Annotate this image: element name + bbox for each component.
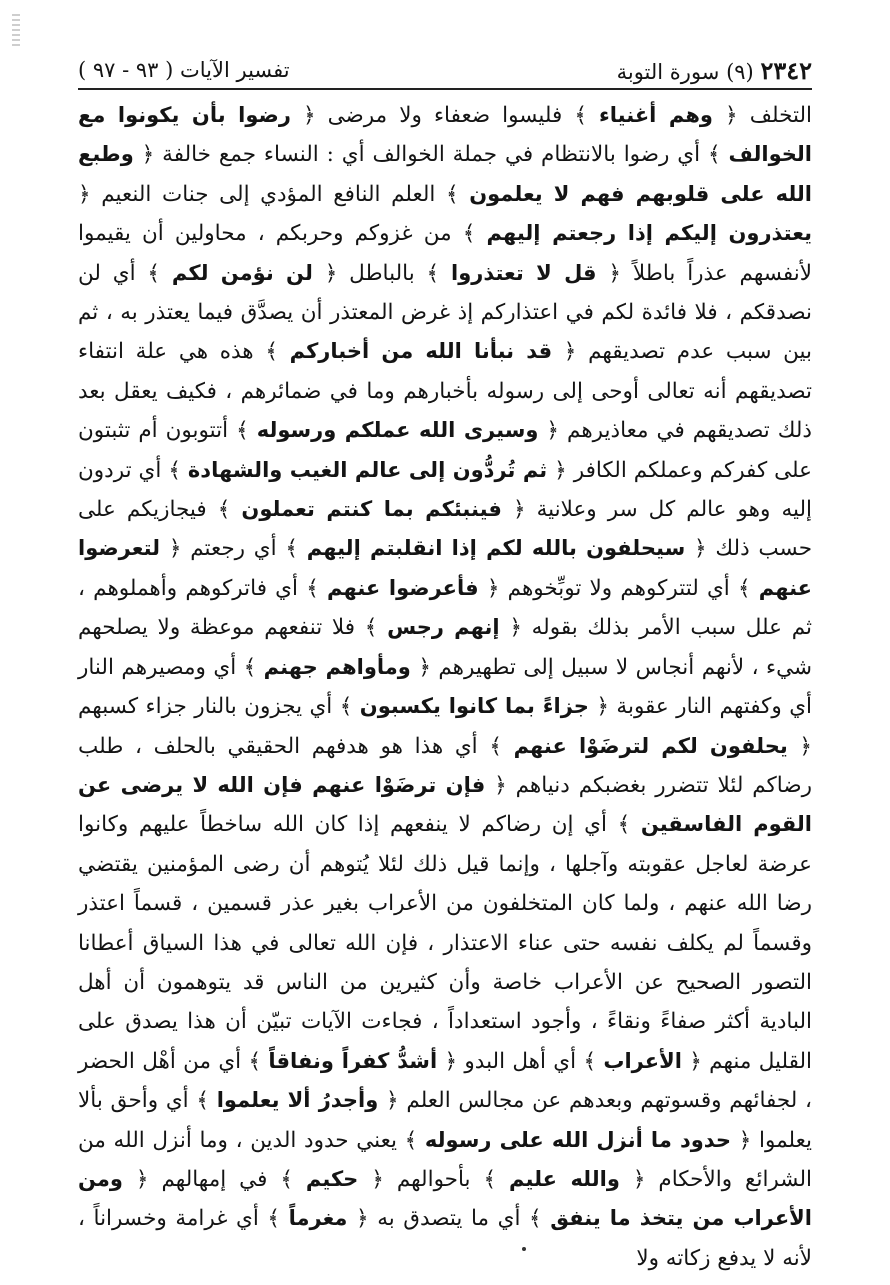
ayah-bracket-open: ﴿ xyxy=(546,418,560,444)
quran-verse: والله عليم xyxy=(509,1166,620,1191)
ayah-bracket-open: ﴿ xyxy=(596,694,609,720)
commentary-text: أي تردون إليه وهو عالم كل سر وعلانية xyxy=(78,457,812,523)
commentary-text: أي رضوا بالانتظام في جملة الخوالف أي : النساء جمع خالفة xyxy=(154,142,708,168)
commentary-text: أي يجزون بالنار جزاء كسبهم xyxy=(78,694,340,720)
quran-verse: رضوا بأن يكونوا مع الخوالف xyxy=(78,103,812,167)
ayah-bracket-close: ﴾ xyxy=(280,1166,293,1192)
ayah-bracket-close: ﴾ xyxy=(483,1166,497,1192)
ayah-bracket-open: ﴿ xyxy=(386,1088,399,1114)
body-paragraph xyxy=(78,96,812,1278)
quran-verse: لتعرضوا عنهم xyxy=(78,536,812,600)
ayah-bracket-close: ﴾ xyxy=(265,339,278,365)
ayah-bracket-close: ﴾ xyxy=(285,536,298,562)
ayah-bracket-open: ﴿ xyxy=(418,654,431,680)
ayah-bracket-open: ﴿ xyxy=(494,772,507,798)
ayah-bracket-close: ﴾ xyxy=(196,1088,209,1114)
quran-verse: فينبئكم بما كنتم تعملون xyxy=(241,497,502,522)
quran-verse: جزاءً بما كانوا يكسبون xyxy=(359,694,589,719)
quran-verse: حدود ما أنزل الله على رسوله xyxy=(424,1127,732,1152)
commentary-text: أي أهل البدو xyxy=(457,1048,584,1074)
ayah-bracket-close: ﴾ xyxy=(737,575,751,601)
ayah-bracket-close: ﴾ xyxy=(243,654,257,680)
quran-verse: فأعرضوا عنهم xyxy=(327,575,479,600)
ayah-bracket-open: ﴿ xyxy=(302,103,316,128)
ayah-bracket-open: ﴿ xyxy=(444,1048,458,1074)
header-rule xyxy=(78,88,812,90)
commentary-text: أي غرامة وخسراناً ، لأنه لا يدفع زكاته ولا xyxy=(78,1206,812,1271)
ayah-bracket-close: ﴾ xyxy=(217,497,231,523)
ayah-bracket-close: ﴾ xyxy=(248,1048,262,1074)
commentary-text: أي وأحق بألا يعلموا xyxy=(78,1088,812,1153)
page-dot xyxy=(522,1247,526,1251)
ayah-bracket-close: ﴾ xyxy=(708,142,721,168)
quran-verse: ومأواهم جهنم xyxy=(263,654,411,679)
commentary-text: من غزوكم وحربكم ، محاولين أن يقيموا لأنفسهم عذراً باطلاً xyxy=(78,221,813,286)
ayah-bracket-close: ﴾ xyxy=(529,1206,542,1232)
quran-verse: إنهم رجس xyxy=(387,615,500,640)
ayah-bracket-open: ﴿ xyxy=(608,260,622,286)
ayah-bracket-open: ﴿ xyxy=(512,497,526,523)
quran-verse: مغرماً xyxy=(288,1206,348,1231)
commentary-text: يعني حدود الدين ، وما أنزل الله من الشرائع والأحكام xyxy=(78,1127,812,1192)
ayah-bracket-open: ﴿ xyxy=(324,260,338,286)
commentary-text: التخلف xyxy=(737,103,812,128)
ayah-bracket-open: ﴿ xyxy=(738,1127,752,1153)
ayah-bracket-close: ﴾ xyxy=(462,221,476,247)
commentary-text: أي رجعتم xyxy=(181,536,286,562)
commentary-text: في إمهالهم xyxy=(148,1166,281,1192)
commentary-text: أي ومصيرهم النار أي وكفتهم النار عقوبة xyxy=(78,654,812,720)
quran-verse: سيحلفون بالله لكم إذا انقلبتم إليهم xyxy=(306,536,686,561)
ayah-bracket-open: ﴿ xyxy=(689,1048,702,1074)
quran-verse: وطبع الله على قلوبهم فهم لا يعلمون xyxy=(78,142,812,206)
quran-verse: ومن الأعراب من يتخذ ما ينفق xyxy=(78,1166,813,1231)
ayah-bracket-close: ﴾ xyxy=(489,733,502,759)
ayah-bracket-open: ﴿ xyxy=(632,1166,646,1192)
ayah-bracket-close: ﴾ xyxy=(364,615,378,641)
commentary-text: أتتوبون أم تثبتون على كفركم وعملكم الكافر xyxy=(78,418,812,483)
commentary-text: العلم النافع المؤدي إلى جنات النعيم xyxy=(90,181,446,207)
ayah-bracket-close: ﴾ xyxy=(236,418,249,444)
scan-edge-mark xyxy=(12,14,20,48)
quran-verse: قد نبأنا الله من أخباركم xyxy=(289,339,553,364)
page-label xyxy=(617,56,812,85)
tafsir-text xyxy=(78,96,813,1271)
ayah-bracket-open: ﴿ xyxy=(725,103,738,128)
quran-verse: وأجدرُ ألا يعلموا xyxy=(216,1088,379,1113)
ayah-bracket-close: ﴾ xyxy=(583,1048,597,1074)
commentary-text: بأحوالهم xyxy=(383,1166,484,1192)
quran-verse: أشدُّ كفراً ونفاقاً xyxy=(268,1048,438,1073)
ayah-bracket-close: ﴾ xyxy=(267,1206,281,1232)
commentary-text: فلا تنفعهم موعظة ولا يصلحهم شيء ، لأنهم أنجاس لا سبيل إلى تطهيرهم xyxy=(78,615,813,680)
ayah-bracket-close: ﴾ xyxy=(306,575,319,601)
page-number: ٢٣٤٢ xyxy=(760,55,812,85)
ayah-bracket-open: ﴿ xyxy=(554,457,567,483)
quran-verse: فإن ترضَوْا عنهم فإن الله لا يرضى عن القوم الفاسقين xyxy=(78,772,813,837)
ayah-bracket-open: ﴿ xyxy=(509,615,522,641)
ayah-bracket-open: ﴿ xyxy=(371,1166,384,1192)
commentary-text: أي من أهْل الحضر ، لجفائهم وقسوتهم وبعدهم عن مجالس العلم xyxy=(78,1048,812,1114)
commentary-text: بالباطل xyxy=(337,260,427,286)
ayah-bracket-open: ﴿ xyxy=(799,733,812,759)
ayah-bracket-close: ﴾ xyxy=(617,812,631,838)
running-header xyxy=(78,52,812,88)
commentary-text: هذه هي علة انتفاء تصديقهم أنه تعالى أوحى إلى رسوله بأخبارهم وما في ضمائرهم ، فكيف يعقل بعد ذلك تصديقهم في معاذيرهم xyxy=(78,339,812,444)
ayah-bracket-open: ﴿ xyxy=(168,536,182,562)
ayah-bracket-close: ﴾ xyxy=(404,1127,418,1153)
ayah-bracket-open: ﴿ xyxy=(141,142,155,168)
ayah-bracket-open: ﴿ xyxy=(78,181,91,207)
quran-verse: وسيرى الله عملكم ورسوله xyxy=(256,418,539,443)
ayah-bracket-close: ﴾ xyxy=(574,103,587,128)
quran-verse: حكيم xyxy=(305,1166,359,1191)
commentary-text: أي فاتركوهم وأهملوهم ، ثم علل سبب الأمر بذلك بقوله xyxy=(78,575,812,641)
quran-verse: وهم أغنياء xyxy=(599,103,713,127)
commentary-text: أي لن نصدقكم ، فلا فائدة لكم في اعتذاركم إذ غرض المعتذر أن يصدَّق فيما يعتذر به ، ثم بين سبب عدم تصديقهم xyxy=(78,260,812,365)
section-title: تفسير الآيات ( ٩٣ - ٩٧ ) xyxy=(78,58,290,82)
commentary-text: فليسوا ضعفاء ولا مرضى xyxy=(315,103,575,128)
ayah-bracket-open: ﴿ xyxy=(356,1206,369,1232)
commentary-text: أي ما يتصدق به xyxy=(368,1206,530,1232)
ayah-bracket-open: ﴿ xyxy=(135,1166,149,1192)
commentary-text: أي إن رضاكم لا ينفعهم إذا كان الله ساخطاً عليهم وكانوا عرضة لعاجل عقوبته وآجلها ، وإنما قيل ذلك لئلا يُتوهم أن رضى المؤمنين يقتضي رضا الله عنهم ، ولما كان المتخلفون من الأعراب بغير عذر قسمين ، قسماً اعتذر وقسماً لم يكلف نفسه حتى عناء الاعتذار ، فإن الله تعالى في هذا السياق أعطانا التصور الصحيح عن الأعراب خاصة وأن كثيرين من الناس قد يتوهمون أن أهل البادية أكثر صفاءً ونقاءً ، وأجود استعداداً ، فجاءت الآيات تبيّن أن هذا يصدق على القليل منهم xyxy=(78,812,813,1074)
ayah-bracket-open: ﴿ xyxy=(563,339,577,365)
ayah-bracket-close: ﴾ xyxy=(339,694,353,720)
sura-name: (٩) سورة التوبة xyxy=(616,59,754,84)
quran-verse: يحلفون لكم لترضَوْا عنهم xyxy=(513,733,788,758)
ayah-bracket-close: ﴾ xyxy=(168,457,181,483)
quran-verse: قل لا تعتذروا xyxy=(451,260,597,285)
ayah-bracket-close: ﴾ xyxy=(446,181,459,207)
commentary-text: أي هذا هو هدفهم الحقيقي بالحلف ، طلب رضاكم لئلا تتضرر بغضبكم دنياهم xyxy=(78,733,812,798)
commentary-text: فيجازيكم على حسب ذلك xyxy=(78,497,812,562)
quran-verse: الأعراب xyxy=(603,1048,682,1073)
ayah-bracket-open: ﴿ xyxy=(486,575,500,601)
ayah-bracket-close: ﴾ xyxy=(147,260,161,286)
quran-verse: لن نؤمن لكم xyxy=(171,260,313,285)
commentary-text: أي لتتركوهم ولا توبِّخوهم xyxy=(499,575,738,601)
quran-verse: ثم تُردُّون إلى عالم الغيب والشهادة xyxy=(187,457,548,482)
quran-verse: يعتذرون إليكم إذا رجعتم إليهم xyxy=(486,221,812,246)
ayah-bracket-close: ﴾ xyxy=(426,260,440,286)
ayah-bracket-open: ﴿ xyxy=(694,536,707,562)
